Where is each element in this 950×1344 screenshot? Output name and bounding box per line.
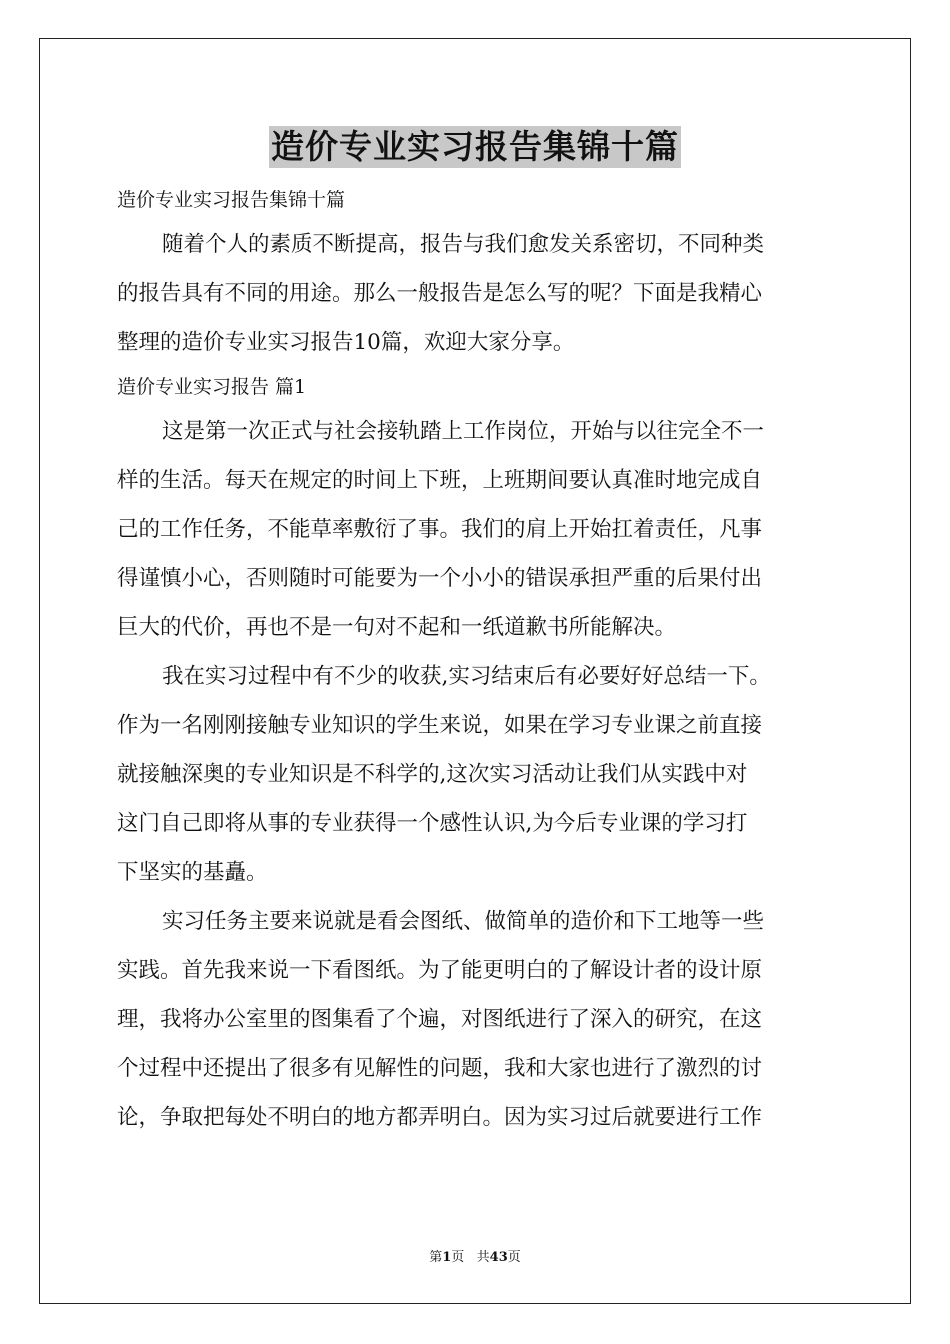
paragraph-line: 这门自己即将从事的专业获得一个感性认识,为今后专业课的学习打 — [117, 811, 748, 836]
paragraph-line: 个过程中还提出了很多有见解性的问题，我和大家也进行了激烈的讨 — [117, 1056, 763, 1081]
paragraph-line: 样的生活。每天在规定的时间上下班，上班期间要认真准时地完成自 — [117, 468, 763, 493]
title-container — [0, 126, 950, 168]
paragraph-line: 己的工作任务，不能草率敷衍了事。我们的肩上开始扛着责任，凡事 — [117, 517, 763, 542]
page-prefix: 第 — [429, 1250, 443, 1265]
paragraph-line: 理，我将办公室里的图集看了个遍，对图纸进行了深入的研究，在这 — [117, 1007, 763, 1032]
paragraph-line: 实习任务主要来说就是看会图纸、做简单的造价和下工地等一些 — [162, 909, 765, 934]
paragraph-line: 得谨慎小心，否则随时可能要为一个小小的错误承担严重的后果付出 — [117, 566, 763, 591]
page-suffix: 页 — [507, 1250, 521, 1265]
paragraph-line: 巨大的代价，再也不是一句对不起和一纸道歉书所能解决。 — [117, 615, 677, 640]
page-mid: 页 共 — [451, 1250, 490, 1265]
paragraph-line: 下坚实的基矗。 — [117, 860, 268, 885]
intro-line: 的报告具有不同的用途。那么一般报告是怎么写的呢？下面是我精心 — [117, 281, 763, 306]
document-title: 造价专业实习报告集锦十篇 — [271, 127, 679, 166]
paragraph-line: 就接触深奥的专业知识是不科学的,这次实习活动让我们从实践中对 — [117, 762, 748, 787]
page-current: 1 — [442, 1250, 452, 1265]
page-footer — [0, 1246, 950, 1265]
intro-line: 整理的造价专业实习报告10篇，欢迎大家分享。 — [117, 330, 575, 355]
intro-line: 随着个人的素质不断提高，报告与我们愈发关系密切，不同种类 — [162, 232, 765, 257]
paragraph-line: 作为一名刚刚接触专业知识的学生来说，如果在学习专业课之前直接 — [117, 713, 763, 738]
document-body — [117, 180, 837, 1142]
section-heading: 造价专业实习报告 篇1 — [117, 376, 307, 398]
paragraph-line: 这是第一次正式与社会接轨踏上工作岗位，开始与以往完全不一 — [162, 419, 765, 444]
page-total: 43 — [489, 1250, 508, 1265]
paragraph-line: 论，争取把每处不明白的地方都弄明白。因为实习过后就要进行工作 — [117, 1105, 763, 1130]
document-subtitle: 造价专业实习报告集锦十篇 — [117, 189, 346, 211]
paragraph-line: 我在实习过程中有不少的收获,实习结束后有必要好好总结一下。 — [162, 664, 771, 689]
paragraph-line: 实践。首先我来说一下看图纸。为了能更明白的了解设计者的设计原 — [117, 958, 763, 983]
